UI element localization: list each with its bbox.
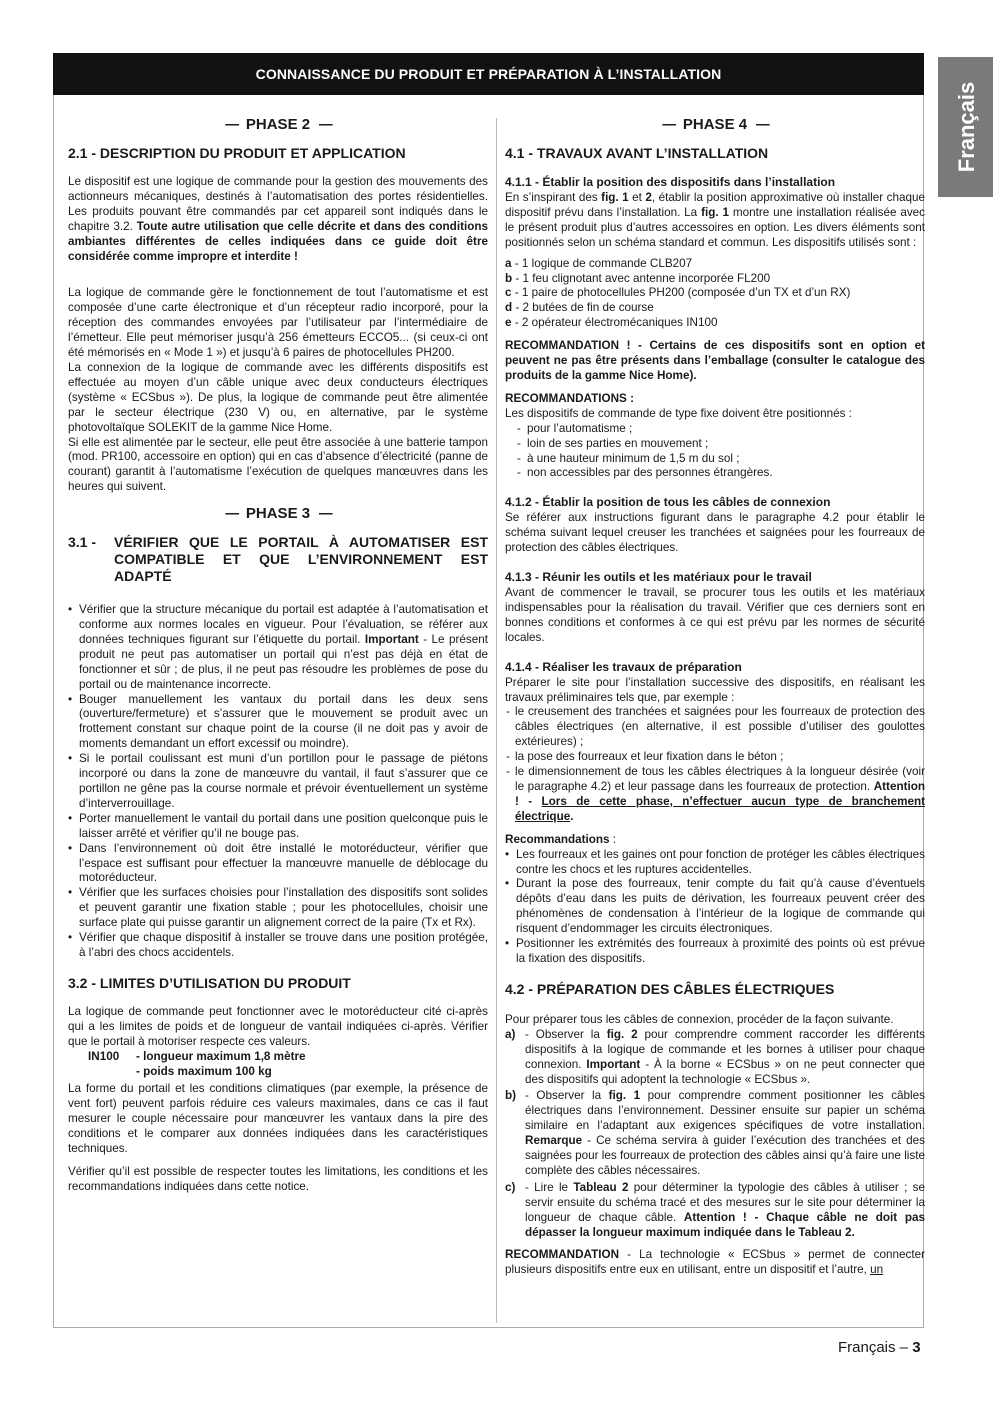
list-item [505, 765, 925, 825]
recommendations-title: RECOMMANDATIONS : [505, 391, 634, 405]
list-item: • Porter manuellement le vantail du portail dans une position quelconque puis le laisser arrêté et vérifier qu’il ne bouge pas. [68, 812, 488, 842]
fig-ref: fig. 1 [601, 191, 629, 204]
text: , établir la position approximative où installer chaque dispositif prévu dans l’installation. La [505, 191, 925, 219]
phase-dash-right: –– [318, 116, 332, 133]
list-item: • Si le portail coulissant est muni d’un portillon pour le passage de piétons incorporé ou dans la zone de manœuvre du vantail, il faut s’assurer que ce portillon ne gêne pas la course normale et prévoir éventuellement un système d’interverrouillage. [68, 752, 488, 812]
recommendations-2-list [505, 848, 925, 967]
phase-dash-left: –– [224, 116, 238, 133]
section-header [53, 53, 924, 95]
section-2-1-title: 2.1 - DESCRIPTION DU PRODUIT ET APPLICATION [68, 145, 406, 161]
section-3-1-title [68, 534, 488, 585]
section-title-text: VÉRIFIER QUE LE PORTAIL À AUTOMATISER EST COMPATIBLE ET QUE L’ENVIRONNEMENT EST ADAPTÉ [114, 534, 488, 585]
section-title: CONNAISSANCE DU PRODUIT ET PRÉPARATION À L’INSTALLATION [255, 66, 722, 82]
text: et [628, 191, 646, 204]
list-item [68, 603, 488, 692]
preparation-work-list [505, 705, 925, 824]
page-number: 3 [912, 1339, 921, 1356]
text: - Le présent produit ne peut pas automatiser un portail qui n’est pas déjà en état de fonctionner et sûr ; de plus, il ne peut pas résoudre les problèmes de pose du portail ou de maintenance incorrecte. [79, 632, 488, 691]
limit-length: - longueur maximum 1,8 mètre [136, 1049, 306, 1063]
recommendations-intro: Les dispositifs de commande de type fixe doivent être positionnés : [505, 406, 852, 420]
section-number: 3.1 - [68, 534, 97, 551]
device-desc: - 1 logique de commande CLB207 [511, 256, 693, 270]
phase-label: PHASE 3 [245, 505, 311, 523]
text: - Observer la [525, 1027, 607, 1041]
section-4-1-4-title: 4.1.4 - Réaliser les travaux de préparation [505, 659, 742, 674]
step-item [505, 1028, 925, 1088]
phase-2-heading [68, 115, 488, 135]
text: - Lire le [525, 1180, 574, 1194]
bold-text: Remarque [525, 1134, 583, 1148]
phase-dash-right: –– [755, 116, 769, 133]
table-ref: Tableau 2 [573, 1180, 629, 1194]
product-limits [68, 1050, 488, 1080]
phase-4-heading [505, 115, 925, 135]
list-item: • Dans l’environnement où doit être installé le motoréducteur, vérifier que l’espace est suffisant pour effectuer la manœuvre manuelle de déblocage du motoréducteur. [68, 842, 488, 887]
ecsbus-recommendation [505, 1248, 925, 1278]
section-4-1-2-paragraph: Se référer aux instructions figurant dans le paragraphe 4.2 pour établir le schéma suivant lequel creuser les tranchées et saignées pour les fourreaux de protection des câbles électriques. [505, 511, 925, 555]
section-3-2-paragraph-2: La forme du portail et les conditions climatiques (par exemple, la présence de vent fort) peuvent parfois réduire ces valeurs maximales, dans ce cas il faut mesurer le couple nécessaire pour manœuvrer les vantaux dans la pire des conditions et le comparer aux données indiquées dans les caractéristiques techniques. [68, 1082, 488, 1156]
section-3-2-title: 3.2 - LIMITES D’UTILISATION DU PRODUIT [68, 974, 351, 991]
list-item: • Durant la pose des fourreaux, tenir compte du fait qu’à cause d’éventuels dépôts d’eau dans les puits de dérivation, les fourreaux peuvent créer des phénomènes de condensation à l’intérieur de la logique de commande qui risquent d’endommager les circuits électroniques. [505, 877, 925, 937]
warning-text: Toute autre utilisation que celle décrite et dans des conditions ambiantes différentes de celles indiquées dans ce guide doit être considérée comme impropre et interdite ! [68, 219, 488, 263]
device-item [505, 286, 925, 301]
device-desc: - 1 paire de photocellules PH200 (composée d’un TX et d’un RX) [511, 286, 851, 300]
section-4-2-intro: Pour préparer tous les câbles de connexion, procéder de la façon suivante. [505, 1012, 894, 1026]
section-4-2-title: 4.2 - PRÉPARATION DES CÂBLES ÉLECTRIQUES [505, 980, 835, 997]
fig-ref: fig. 2 [606, 1027, 638, 1041]
step-key: a) [505, 1027, 516, 1041]
warning-label: Attention ! - [515, 780, 925, 808]
right-column [505, 115, 925, 1278]
text: - La technologie « ECSbus » permet de connecter plusieurs dispositifs entre eux en utilisant, entre un dispositif et l’autre, [505, 1248, 925, 1277]
product-model: IN100 [88, 1049, 120, 1063]
device-desc: - 2 opérateur électromécaniques IN100 [511, 316, 718, 330]
page-footer [838, 1339, 921, 1356]
device-key: e [505, 316, 512, 330]
checklist [68, 603, 488, 961]
cable-steps [505, 1028, 925, 1241]
text: pour déterminer la typologie des câbles à utiliser ; se servir ensuite du schéma tracé et des mesures sur le site pour déterminer la longueur de chaque câble. [525, 1180, 925, 1224]
language-tab [938, 57, 993, 197]
device-item [505, 257, 925, 272]
list-item: • Vérifier que les surfaces choisies pour l’installation des dispositifs sont solides et peuvent garantir une fixation stable ; pour les photocellules, choisir une surface plate qui puisse garantir un alignement correct de la paire (Tx et Rx). [68, 886, 488, 931]
device-key: d [505, 301, 513, 315]
list-item: - non accessibles par des personnes étrangères. [505, 466, 925, 481]
section-2-1-paragraph-4: Si elle est alimentée par le secteur, elle peut être associée à une batterie tampon (mod. PR100, accessoire en option) qui en cas d’absence d’électricité (panne de courant) garantit à l’automatisme l’exécution de quelques manœuvres dans les heures qui suivent. [68, 435, 488, 494]
warning-text: Lors de cette phase, n’effectuer aucun type de branchement électrique [515, 794, 925, 823]
list-item: - loin de ses parties en mouvement ; [505, 437, 925, 452]
fig-ref: 2 [645, 191, 652, 204]
phase-label: PHASE 4 [682, 116, 748, 133]
text: - Observer la [525, 1089, 609, 1103]
list-item: • Positionner les extrémités des fourreaux à proximité des points où est prévue la fixation des dispositifs. [505, 937, 925, 967]
footer-language: Français – [838, 1339, 913, 1356]
underlined-text: un [870, 1263, 884, 1277]
section-2-1-paragraph-1 [68, 175, 488, 264]
text: : [609, 832, 617, 846]
section-4-1-3-title: 4.1.3 - Réunir les outils et les matériaux pour le travail [505, 570, 812, 585]
section-4-1-2-title: 4.1.2 - Établir la position de tous les câbles de connexion [505, 495, 831, 510]
list-item: • Vérifier que chaque dispositif à installer se trouve dans une position protégée, à l’abri des chocs accidentels. [68, 931, 488, 961]
phase-dash-left: –– [661, 116, 675, 133]
section-2-1-paragraph-2: La logique de commande gère le fonctionnement de tout l’automatisme et est composée d’une carte électronique et d’un récepteur radio incorporé, pour la réception des commandes envoyées par l’utilisateur par l’intermédiaire de l’émetteur. Elle peut mémoriser jusqu’à 256 émetteurs ECCO5... (si ceux-ci ont été mémorisés en « Mode 1 ») et jusqu’à 6 paires de photocellules PH200. [68, 286, 488, 360]
bold-text: Recommandations [505, 832, 610, 846]
device-key: c [505, 286, 512, 300]
step-key: b) [505, 1089, 517, 1103]
text: pour comprendre comment raccorder les différents dispositifs à la logique de commande et les bornes à utiliser pour chaque connexion. [525, 1027, 925, 1071]
step-key: c) [505, 1180, 516, 1194]
device-item [505, 316, 925, 331]
text: montre une installation réalisée avec le présent produit plus d’autres accessoires en option. Les divers éléments sont positionnés selon un schéma standard et commun. Les dispositifs utilisés sont : [505, 205, 926, 249]
section-4-1-1-title: 4.1.1 - Établir la position des dispositifs dans l’installation [505, 175, 836, 189]
column-divider [496, 118, 497, 1323]
device-item [505, 301, 925, 316]
step-item [505, 1089, 925, 1178]
list-item: - la pose des fourreaux et leur fixation dans le béton ; [505, 750, 925, 765]
step-item [505, 1181, 925, 1241]
text: En s’inspirant des [505, 191, 602, 204]
device-desc: - 1 feu clignotant avec antenne incorporée FL200 [512, 271, 771, 285]
section-4-1-title: 4.1 - TRAVAUX AVANT L’INSTALLATION [505, 145, 769, 161]
fig-ref: fig. 1 [608, 1089, 641, 1103]
section-4-1-3-paragraph: Avant de commencer le travail, se procurer tous les outils et les matériaux indispensables pour la réalisation du travail. Vérifier que ces derniers sont en bonnes conditions et conformes à ce qui est prévu par les normes de sécurité locales. [505, 586, 925, 644]
text: Le dispositif est une logique de commande pour la gestion des mouvements des actionneurs mécaniques, destinés à l’automatisation des portes résidentielles. Les produits pouvant être commandés par cet appareil sont indiqués dans le chapitre 3.2. [68, 175, 488, 233]
text: - À la borne « ECSbus » on ne peut connecter que des dispositifs qui adoptent la technologie « ECSbus ». [525, 1057, 926, 1086]
device-key: a [505, 256, 512, 270]
text: pour comprendre comment positionner les câbles électriques dans l’environnement. Dessiner ensuite sur papier un schéma similaire en l’adaptant aux exigences spécifiques de votre installation. [525, 1089, 925, 1133]
phase-dash-left: –– [224, 505, 238, 523]
bold-text: Important [586, 1057, 641, 1071]
bold-text: RECOMMANDATION [505, 1248, 620, 1262]
text: - Ce schéma servira à guider l’exécution des tranchées et des saignées pour les fourreaux de protection des câbles ainsi qu’à faire une liste complète des câbles nécessaires. [525, 1134, 925, 1177]
list-item: - le creusement des tranchées et saignées pour les fourreaux de protection des câbles électriques (en alternative, il est possible d’utiliser des goulottes extérieures) ; [505, 705, 925, 750]
section-3-2-paragraph-1: La logique de commande peut fonctionner avec le motoréducteur cité ci-après qui a les limites de poids et de longueur de vantail indiquées ci-après. Vérifier que le portail à motoriser respecte ces valeurs. [68, 1004, 488, 1048]
phase-dash-right: –– [318, 505, 332, 523]
phase-label: PHASE 2 [245, 116, 311, 133]
list-item: - à une hauteur minimum de 1,5 m du sol ; [505, 452, 925, 467]
language-tab-label: Français [954, 81, 979, 173]
section-2-1-paragraph-3: La connexion de la logique de commande avec les différents dispositifs est effectuée au moyen d’un câble unique avec deux conducteurs électriques (système « ECSbus »). De plus, la logique de commande peut être alimentée par le secteur électrique (230 V) ou, en alternative, par le système photovoltaïque SOLEKIT de la gamme Nice Home. [68, 360, 488, 434]
list-item: • Les fourreaux et les gaines ont pour fonction de protéger les câbles électriques contre les chocs et les ruptures accidentelles. [505, 848, 925, 878]
text: le dimensionnement de tous les câbles électriques à la longueur désirée (voir le paragraphe 4.2) et leur passage dans les fourreaux de protection. [515, 765, 925, 793]
recommendations-2-title [505, 833, 925, 848]
device-list [505, 257, 925, 332]
device-desc: - 2 butées de fin de course [512, 301, 654, 315]
text: . [570, 809, 574, 823]
text: Vérifier que la structure mécanique du portail est adaptée à l’automatisation et conforme aux normes locales en vigueur. Pour l’évaluation, se référer aux données techniques figurant sur l’étiquette du portail. [79, 603, 488, 646]
section-4-1-4-paragraph: Préparer le site pour l’installation successive des dispositifs, en réalisant les travaux préliminaires tels que, par exemple : [505, 675, 925, 704]
phase-3-heading [68, 504, 488, 524]
list-item: • Bouger manuellement les vantaux du portail dans les deux sens (ouverture/fermeture) et s’assurer que le mouvement se produit avec un frottement constant sur chaque point de la course (il ne doit pas y avoir de moments demandant un effort excessif ou moindre). [68, 693, 488, 753]
warning-text: Attention ! - Chaque câble ne doit pas dépasser la longueur maximum indiquée dans le Tableau 2. [525, 1210, 925, 1239]
recommendations-list [505, 422, 925, 482]
section-4-1-1-paragraph [505, 191, 925, 251]
section-3-2-paragraph-3: Vérifier qu’il est possible de respecter toutes les limitations, les conditions et les recommandations indiquées dans cette notice. [68, 1164, 488, 1193]
option-warning: RECOMMANDATION ! - Certains de ces dispositifs sont en option et peuvent ne pas être présents dans l’emballage (consulter le catalogue des produits de la gamme Nice Home). [505, 339, 925, 382]
list-item: - pour l’automatisme ; [505, 422, 925, 437]
fig-ref: fig. 1 [701, 205, 729, 219]
limit-weight: - poids maximum 100 kg [136, 1064, 272, 1078]
device-key: b [505, 271, 513, 285]
bold-text: Important [364, 632, 419, 646]
device-item [505, 272, 925, 287]
left-column [68, 115, 488, 1195]
